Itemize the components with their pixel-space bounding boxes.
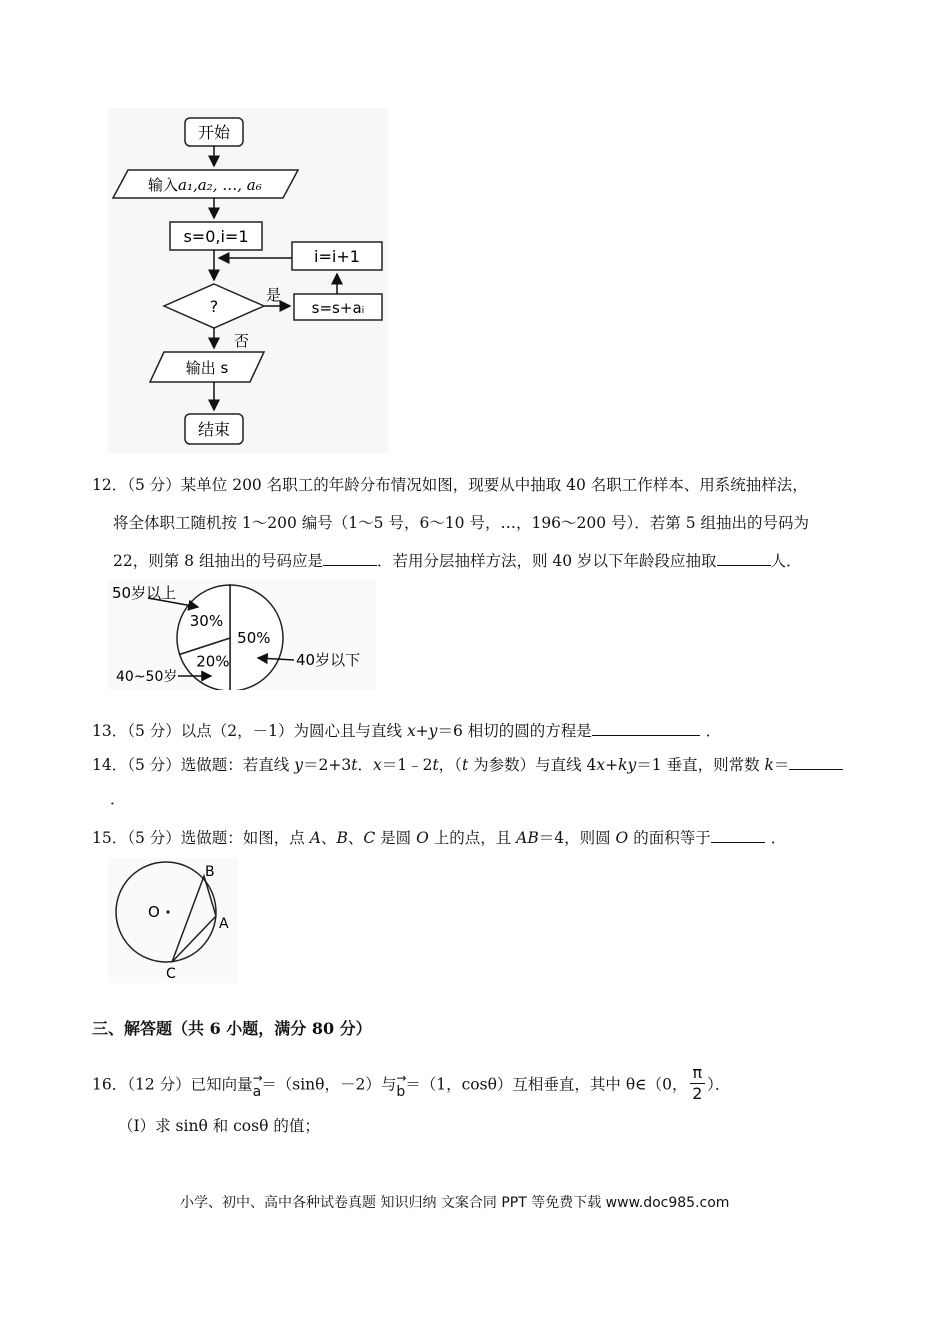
q12-blank-2[interactable] — [717, 549, 771, 566]
flowchart — [100, 108, 400, 453]
point-A-label: A — [219, 916, 229, 932]
q14-end: ． — [110, 790, 126, 808]
vector-b: → b — [396, 1070, 407, 1100]
q15-blank[interactable] — [711, 826, 765, 843]
center-label: O — [148, 903, 160, 921]
vector-a: → a — [252, 1070, 263, 1100]
flow-output-label: 输出 s — [185, 359, 229, 377]
section3-title: 三、解答题（共 6 小题，满分 80 分） — [92, 1019, 372, 1038]
q13-line: 13．（5 分）以点（2，－1）为圆心且与直线 x+y＝6 相切的圆的方程是 ． — [92, 719, 721, 742]
age-pie-chart — [108, 580, 383, 690]
circle-figure — [108, 858, 238, 983]
pie-value-label-1: 20% — [196, 652, 230, 671]
flow-input-label: 输入a₁,a₂, …, a₆ — [148, 176, 262, 194]
pie-value-label-2: 30% — [189, 611, 224, 630]
flow-no-label: 否 — [234, 332, 250, 350]
q12-line3: 22，则第 8 组抽出的号码应是 ．若用分层抽样方法，则 40 岁以下年龄段应抽取 人． — [113, 549, 802, 572]
q12-blank-1[interactable] — [323, 549, 377, 566]
flow-decision-label: ? — [209, 297, 219, 316]
pie-label-under40: 40岁以下 — [296, 651, 361, 669]
q12-line2: 将全体职工随机按 1～200 编号（1～5 号，6～10 号，…，196～200 号）．若第 5 组抽出的号码为 — [113, 514, 810, 532]
flow-increment-label: i=i+1 — [314, 247, 360, 266]
flow-update-label: s=s+aᵢ — [311, 299, 365, 317]
fraction-pi-over-2: $\frac{\pi}{2}$ — [690, 1063, 706, 1104]
q13-blank[interactable] — [592, 719, 700, 736]
point-B-label: B — [205, 864, 215, 880]
center-dot — [166, 910, 169, 913]
pie-label-50plus: 50岁以上 — [112, 584, 177, 602]
point-C-label: C — [166, 966, 176, 982]
pie-value-label-0: 50% — [237, 629, 271, 647]
q15-line: 15．（5 分）选做题：如图，点 A、B、C 是圆 O 上的点，且 AB＝4，则圆 O 的面积等于 ． — [92, 826, 786, 849]
q14-blank[interactable] — [789, 753, 843, 770]
footer-text: 小学、初中、高中各种试卷真题 知识归纳 文案合同 PPT 等免费下载 www.doc985.com — [180, 1195, 730, 1211]
flow-end-label: 结束 — [197, 420, 231, 439]
q14-line: 14．（5 分）选做题：若直线 y＝2+3t．x＝1﹣2t，（t 为参数）与直线 4x+ky＝1 垂直，则常数 k＝ — [92, 753, 843, 776]
flow-yes-label: 是 — [266, 286, 282, 304]
flow-start-label: 开始 — [197, 123, 231, 142]
q16-part1: （Ⅰ）求 sinθ 和 cosθ 的值； — [118, 1117, 320, 1135]
pie-label-40-50: 40~50岁 — [116, 669, 178, 685]
q12-line1: 12．（5 分）某单位 200 名职工的年龄分布情况如图，现要从中抽取 40 名职工作样本、用系统抽样法， — [92, 476, 808, 494]
flow-init-label: s=0,i=1 — [183, 227, 249, 246]
q16-line: 16．（12 分）已知向量 → a＝（sinθ，－2）与 → b＝（1，cosθ）互相垂直，其中 θ∈（0， $\frac{\pi}{2}$ ）． — [92, 1063, 731, 1103]
